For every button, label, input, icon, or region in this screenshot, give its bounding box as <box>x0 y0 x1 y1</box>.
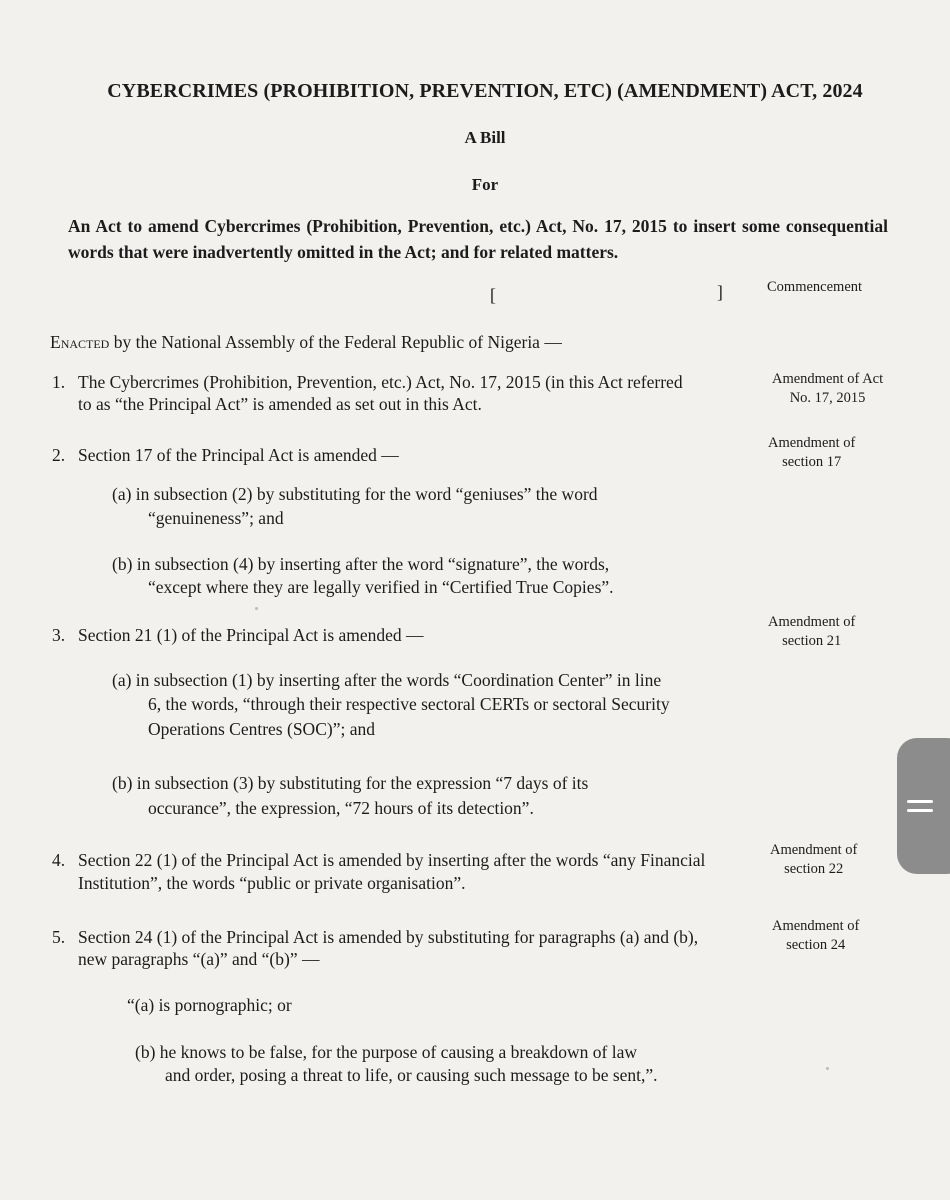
section-3-para-a-line-1: (a) in subsection (1) by inserting after the words “Coordination Center” in line <box>112 670 662 690</box>
section-3-margin-line-2: section 21 <box>782 633 842 649</box>
section-4-margin-line-1: Amendment of <box>770 842 858 858</box>
section-5-para-b-line-1: (b) he knows to be false, for the purpose of causing a breakdown of law <box>135 1042 637 1062</box>
section-5-line-1: Section 24 (1) of the Principal Act is amended by substituting for paragraphs (a) and (b), <box>78 927 699 947</box>
section-2-margin-line-1: Amendment of <box>768 435 856 451</box>
section-3-para-a-line-2: 6, the words, “through their respective sectoral CERTs or sectoral Security <box>148 694 670 714</box>
section-3-para-b-line-2: occurance”, the expression, “72 hours of its detection”. <box>148 798 534 818</box>
section-1-number: 1. <box>52 372 66 392</box>
section-2-text: Section 17 of the Principal Act is amended — <box>78 445 399 465</box>
section-2-margin-note <box>768 434 855 472</box>
section-3-margin-note <box>768 613 855 651</box>
section-3-para-a-line-3: Operations Centres (SOC)”; and <box>148 719 375 739</box>
enacted-lead: Enacted <box>50 332 110 352</box>
section-4-number: 4. <box>52 850 66 870</box>
section-4-line-1: Section 22 (1) of the Principal Act is amended by inserting after the words “any Financial <box>78 850 706 870</box>
bill-label: A Bill <box>464 128 506 147</box>
section-2-para-b-line-2: “except where they are legally verified in “Certified True Copies”. <box>148 577 614 597</box>
section-5-margin-line-1: Amendment of <box>772 918 860 934</box>
grip-line <box>907 800 933 803</box>
section-1-line-2: to as “the Principal Act” is amended as set out in this Act. <box>78 394 482 414</box>
section-4-margin-line-2: section 22 <box>784 861 844 877</box>
section-4-margin-note <box>770 841 857 879</box>
section-5-margin-note <box>772 917 859 955</box>
bracket-open: [ <box>490 285 496 305</box>
act-description: An Act to amend Cybercrimes (Prohibition, Prevention, etc.) Act, No. 17, 2015 to insert some consequential words that were inadvertently omitted in the Act; and for related matters. <box>68 216 888 262</box>
enacted-rest: by the National Assembly of the Federal Republic of Nigeria — <box>109 332 562 352</box>
section-1-margin-line-2: No. 17, 2015 <box>789 390 866 406</box>
section-1-line-1: The Cybercrimes (Prohibition, Prevention, etc.) Act, No. 17, 2015 (in this Act referred <box>78 372 683 392</box>
section-3-para-b-line-1: (b) in subsection (3) by substituting for the expression “7 days of its <box>112 773 589 793</box>
section-5-line-2: new paragraphs “(a)” and “(b)” — <box>78 949 320 969</box>
commencement-note: Commencement <box>767 279 863 295</box>
scroll-handle[interactable] <box>897 738 950 874</box>
grip-line <box>907 809 933 812</box>
section-5-number: 5. <box>52 927 66 947</box>
document-title: CYBERCRIMES (PROHIBITION, PREVENTION, ETC) (AMENDMENT) ACT, 2024 <box>107 80 863 102</box>
section-2-margin-line-2: section 17 <box>782 454 842 470</box>
bracket-close: ] <box>717 282 723 302</box>
section-1-margin-note <box>772 370 883 408</box>
section-4-line-2: Institution”, the words “public or private organisation”. <box>78 873 466 893</box>
section-5-para-b-line-2: and order, posing a threat to life, or causing such message to be sent,”. <box>165 1065 658 1085</box>
section-3-number: 3. <box>52 625 66 645</box>
section-3-text: Section 21 (1) of the Principal Act is amended — <box>78 625 424 645</box>
scan-speck <box>826 1067 829 1070</box>
scan-speck <box>255 607 258 610</box>
section-1-margin-line-1: Amendment of Act <box>772 371 884 387</box>
section-2-number: 2. <box>52 445 66 465</box>
enacting-clause <box>50 332 562 353</box>
section-2-para-b-line-1: (b) in subsection (4) by inserting after the word “signature”, the words, <box>112 554 610 574</box>
section-5-para-a: “(a) is pornographic; or <box>127 995 292 1015</box>
section-2-para-a-line-2: “genuineness”; and <box>148 508 284 528</box>
section-3-margin-line-1: Amendment of <box>768 614 856 630</box>
section-2-para-a-line-1: (a) in subsection (2) by substituting for the word “geniuses” the word <box>112 484 598 504</box>
for-label: For <box>471 175 499 194</box>
section-5-margin-line-2: section 24 <box>786 937 846 953</box>
